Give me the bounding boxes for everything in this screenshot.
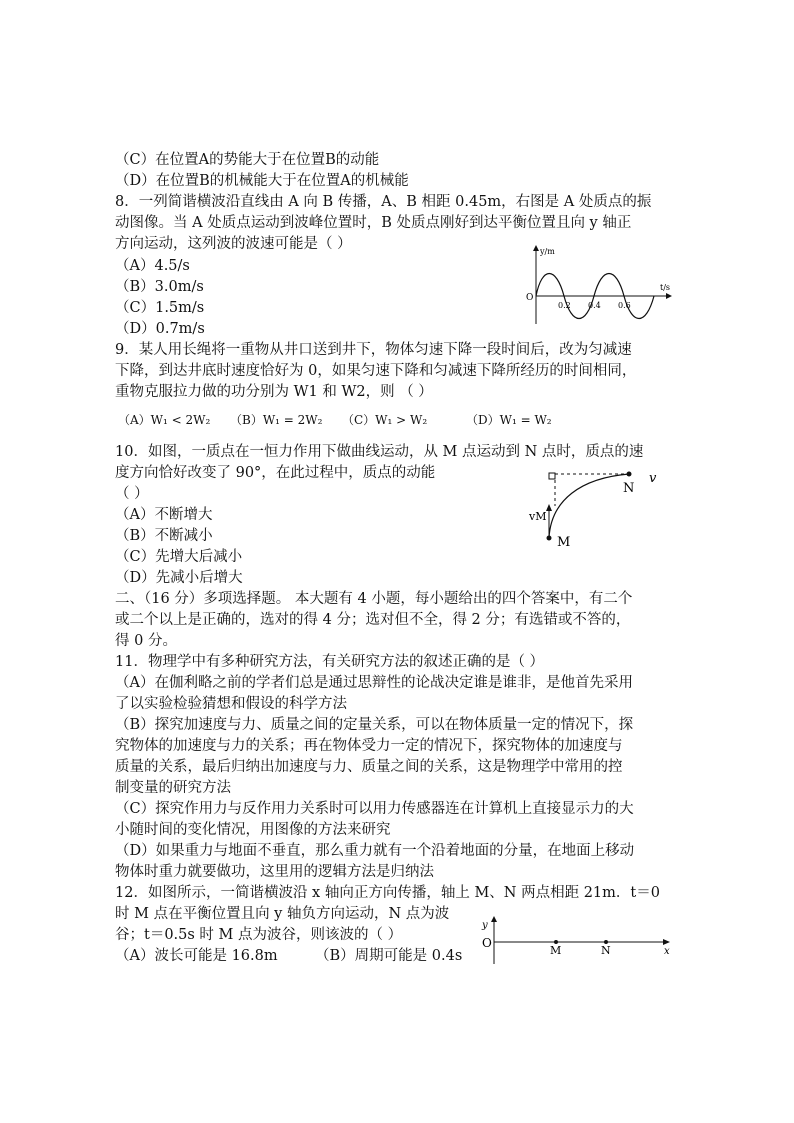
q8-stem-line3: 方向运动，这列波的波速可能是（ ）: [115, 236, 352, 252]
q10-point-m-label: M: [557, 535, 571, 550]
q9-stem-line1: 9．某人用长绳将一重物从井口送到井下，物体匀速下降一段时间后，改为匀减速: [115, 342, 632, 358]
q12-origin-label: O: [482, 936, 492, 950]
q12-stem-line3: 谷；t＝0.5s 时 M 点为波谷，则该波的（ ）: [115, 927, 403, 943]
q12-y-axis-label: y: [482, 920, 488, 931]
q8-graph-tick-3: 0.6: [618, 301, 631, 310]
q7-option-c: （C）在位置A的势能大于在位置B的动能: [115, 152, 380, 168]
q8-graph-tick-1: 0.2: [558, 301, 571, 310]
q10-stem-line2: 度方向恰好改变了 90°，在此过程中，质点的动能: [115, 465, 436, 481]
q11-option-b-line3: 质量的关系，最后归纳出加速度与力、质量之间的关系，这是物理学中常用的控: [115, 759, 623, 775]
q10-velocity-label: v: [649, 471, 657, 486]
q12-axis-diagram: [478, 912, 678, 968]
q8-graph-xlabel: t/s: [660, 283, 671, 292]
q8-option-a: （A）4.5/s: [115, 258, 190, 274]
q10-option-d: （D）先减小后增大: [115, 570, 243, 586]
q11-option-b-line2: 究物体的加速度与力的关系；再在物体受力一定的情况下，探究物体的加速度与: [115, 738, 623, 754]
q11-option-d-line2: 物体时重力就要做功，这里用的逻辑方法是归纳法: [115, 864, 434, 880]
q8-graph-tick-2: 0.4: [588, 301, 601, 310]
q11-option-b-line1: （B）探究加速度与力、质量之间的定量关系，可以在物体质量一定的情况下，探: [115, 717, 634, 733]
q11-option-c-line2: 小随时间的变化情况，用图像的方法来研究: [115, 822, 391, 838]
q7-option-d: （D）在位置B的机械能大于在位置A的机械能: [115, 173, 409, 189]
q8-graph-ylabel: y/m: [540, 247, 555, 256]
q11-option-c-line1: （C）探究作用力与反作用力关系时可以用力传感器连在计算机上直接显示力的大: [115, 801, 634, 817]
q8-option-d: （D）0.7m/s: [115, 321, 205, 337]
section2-line1: 二、（16 分）多项选择题。 本大题有 4 小题，每小题给出的四个答案中，有二个: [115, 591, 633, 607]
q8-vibration-graph: [520, 242, 680, 328]
q11-option-d-line1: （D）如果重力与地面不垂直，那么重力就有一个沿着地面的分量，在地面上移动: [115, 843, 635, 859]
q10-option-c: （C）先增大后减小: [115, 549, 243, 565]
q12-stem-line1: 12．如图所示，一简谐横波沿 x 轴向正方向传播，轴上 M、N 两点相距 21m．t＝0: [115, 885, 660, 901]
q12-point-m-label: M: [550, 944, 562, 957]
q11-option-b-line4: 制变量的研究方法: [115, 780, 231, 796]
q9-stem-line3: 重物克服拉力做的功分别为 W1 和 W2，则 （ ）: [115, 384, 433, 400]
q9-option-d: （D）W₁ = W₂: [466, 413, 552, 427]
q12-x-axis-label: x: [664, 946, 670, 957]
q8-stem-line2: 动图像。当 A 处质点运动到波峰位置时，B 处质点刚好到达平衡位置且向 y 轴正: [115, 215, 632, 231]
section2-line3: 得 0 分。: [115, 633, 177, 649]
q10-stem-line1: 10．如图，一质点在一恒力作用下做曲线运动，从 M 点运动到 N 点时，质点的速: [115, 444, 644, 460]
q11-option-a-line1: （A）在伽利略之前的学者们总是通过思辩性的论战决定谁是谁非，是他首先采用: [115, 675, 633, 691]
q9-option-b: （B）W₁ = 2W₂: [230, 413, 323, 427]
q8-option-c: （C）1.5m/s: [115, 300, 205, 316]
q10-stem-line3: （ ）: [115, 486, 149, 502]
q12-stem-line2: 时 M 点在平衡位置且向 y 轴负方向运动，N 点为波: [115, 906, 450, 922]
q10-motion-diagram: [525, 464, 665, 550]
q10-velocity-m-label: vM: [529, 510, 547, 523]
q11-option-a-line2: 了以实验检验猜想和假设的科学方法: [115, 696, 347, 712]
q11-stem: 11．物理学中有多种研究方法，有关研究方法的叙述正确的是（ ）: [115, 654, 545, 670]
q10-option-a: （A）不断增大: [115, 507, 213, 523]
q9-option-a: （A）W₁ < 2W₂: [118, 413, 211, 427]
q12-point-n-label: N: [601, 944, 611, 957]
q8-option-b: （B）3.0m/s: [115, 279, 204, 295]
q8-stem-line1: 8．一列简谐横波沿直线由 A 向 B 传播，A、B 相距 0.45m，右图是 A 处质点的振: [115, 194, 652, 210]
q10-option-b: （B）不断减小: [115, 528, 213, 544]
q10-point-n-label: N: [623, 481, 635, 496]
section2-line2: 或二个以上是正确的，选对的得 4 分；选对但不全，得 2 分；有选错或不答的，: [115, 612, 631, 628]
q12-option-b: （B）周期可能是 0.4s: [315, 948, 463, 964]
q8-graph-origin: O: [526, 293, 534, 303]
q9-option-c: （C）W₁ > W₂: [342, 413, 428, 427]
q9-stem-line2: 下降，到达井底时速度恰好为 0，如果匀速下降和匀减速下降所经历的时间相同，: [115, 363, 637, 379]
q12-option-a: （A）波长可能是 16.8m: [115, 948, 278, 964]
